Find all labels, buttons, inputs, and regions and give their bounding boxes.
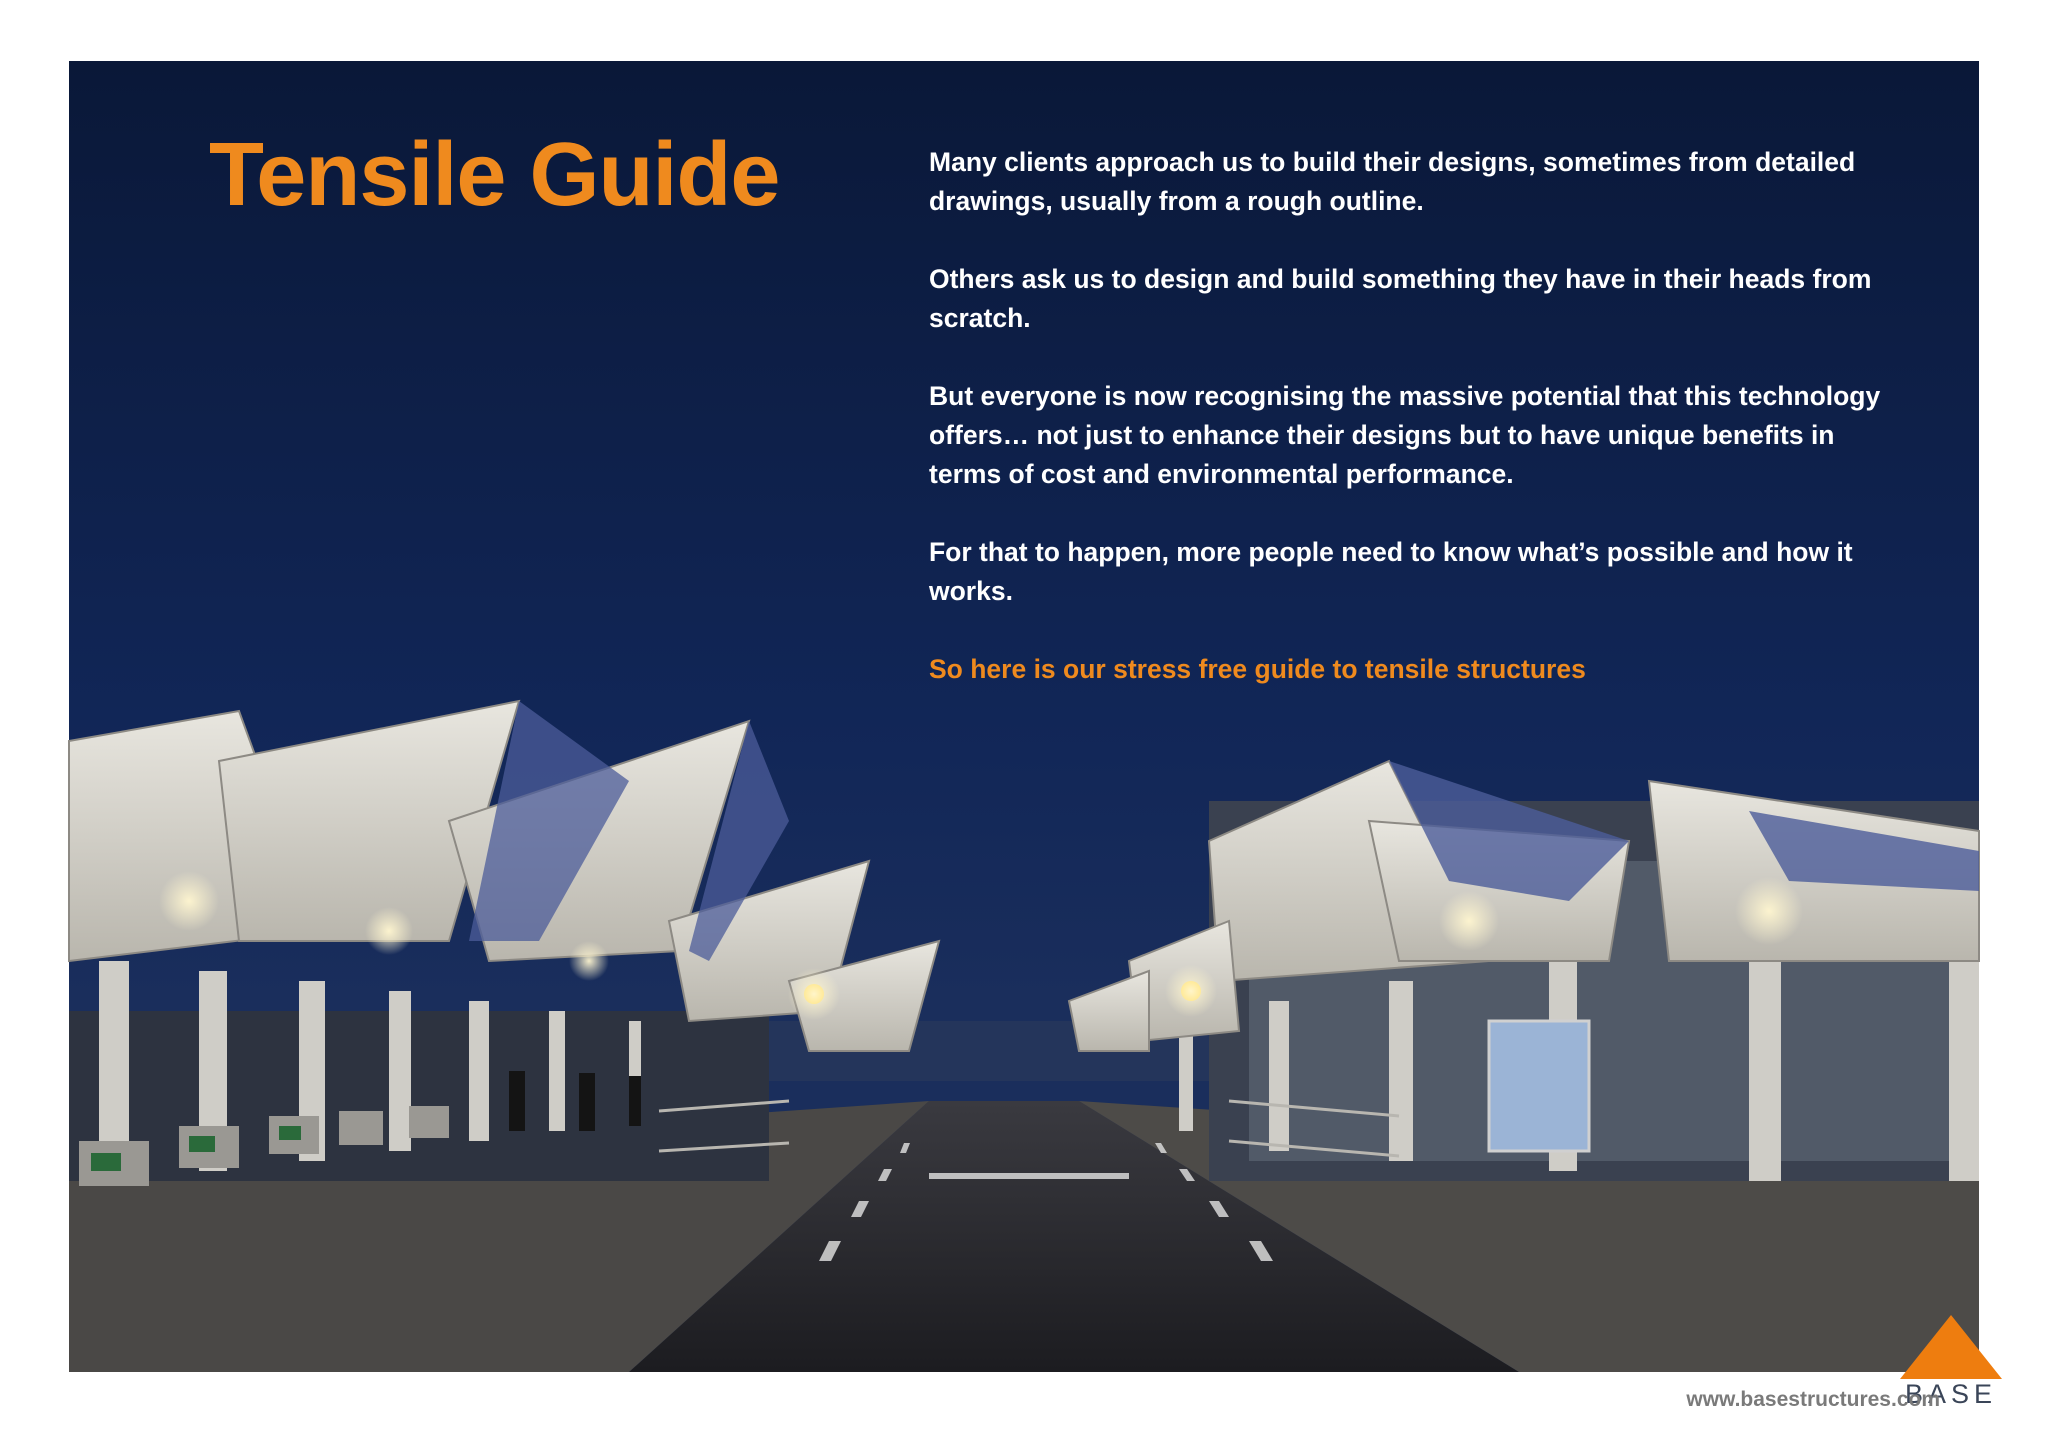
intro-text [929, 143, 1889, 728]
website-url[interactable]: www.basestructures.com [1686, 1388, 1940, 1411]
triangle-logo-icon [1900, 1315, 2002, 1379]
page-title: Tensile Guide [209, 125, 780, 225]
paragraph-3: But everyone is now recognising the massive potential that this technology offers… not just to enhance their designs but to have unique benefits in terms of cost and environmental performance. [929, 381, 1881, 489]
paragraph-1: Many clients approach us to build their designs, sometimes from detailed drawings, usually from a rough outline. [929, 147, 1856, 216]
paragraph-4: For that to happen, more people need to know what’s possible and how it works. [929, 537, 1853, 606]
paragraph-2: Others ask us to design and build something they have in their heads from scratch. [929, 264, 1872, 333]
highlight-line: So here is our stress free guide to tensile structures [929, 654, 1586, 684]
logo-wordmark: BASE [1904, 1379, 1998, 1409]
